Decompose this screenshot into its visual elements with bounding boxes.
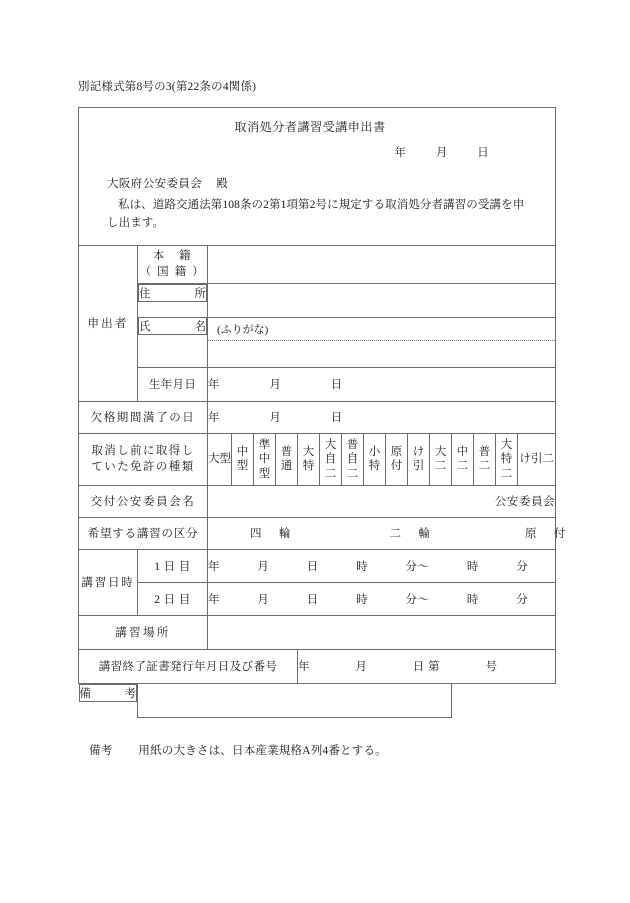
honseki-label-line2: （ 国 籍 ） bbox=[139, 266, 206, 279]
birthdate-day-label: 日 bbox=[330, 379, 343, 392]
course-category-label: 希望する講習の区分 bbox=[79, 517, 208, 549]
course-day2-label: 2 日 目 bbox=[138, 582, 208, 615]
course-place-label: 講習場所 bbox=[79, 615, 208, 649]
license-col-13[interactable]: 大特二 bbox=[496, 433, 518, 485]
license-col-5[interactable]: 大自二 bbox=[320, 433, 342, 485]
form-number: 別記様式第8号の3(第22条の4関係) bbox=[78, 81, 257, 93]
course-day1-label: 1 日 目 bbox=[138, 549, 208, 582]
course-option-two-wheel[interactable]: 二 輪 bbox=[389, 528, 433, 541]
cert-day-number: 日 第 bbox=[412, 661, 441, 674]
date-year-label: 年 bbox=[394, 146, 407, 159]
row-honseki bbox=[79, 245, 556, 283]
remarks-label-right: 考 bbox=[124, 687, 136, 700]
birthdate-month-label: 月 bbox=[269, 379, 282, 392]
row-course-datetime-day1 bbox=[79, 549, 556, 582]
day2-day: 日 bbox=[306, 593, 319, 606]
day1-minute-start: 分〜 bbox=[405, 560, 430, 573]
license-col-2[interactable]: 準中型 bbox=[254, 433, 276, 485]
cert-number-suffix: 号 bbox=[485, 661, 498, 674]
course-option-moped[interactable]: 原 付 bbox=[525, 528, 569, 541]
day2-year: 年 bbox=[208, 593, 220, 606]
license-col-3[interactable]: 普通 bbox=[276, 433, 298, 485]
course-place-value[interactable] bbox=[208, 615, 556, 649]
row-remarks bbox=[79, 683, 556, 717]
certificate-value[interactable] bbox=[298, 649, 556, 683]
disq-year-label: 年 bbox=[208, 412, 220, 425]
license-col-12[interactable]: 普二 bbox=[474, 433, 496, 485]
day2-hour-start: 時 bbox=[356, 593, 369, 606]
license-col-1[interactable]: 中型 bbox=[232, 433, 254, 485]
row-disqualification bbox=[79, 401, 556, 433]
date-month-label: 月 bbox=[435, 146, 448, 159]
course-options-row bbox=[208, 525, 569, 541]
course-day1-value[interactable] bbox=[208, 549, 556, 582]
license-col-10[interactable]: 大二 bbox=[430, 433, 452, 485]
license-col-0[interactable]: 大型 bbox=[208, 433, 232, 485]
certificate-label: 講習終了証書発行年月日及び番号 bbox=[79, 649, 298, 683]
license-col-9[interactable]: け引 bbox=[408, 433, 430, 485]
footnote-text: 用紙の大きさは、日本産業規格A列4番とする。 bbox=[138, 745, 387, 757]
license-types-label-line2: ていた免許の種類 bbox=[91, 461, 195, 474]
license-col-7[interactable]: 小特 bbox=[364, 433, 386, 485]
license-types-label-line1: 取消し前に取得し bbox=[91, 444, 195, 457]
honseki-value[interactable] bbox=[208, 245, 556, 283]
birthdate-label: 生年月日 bbox=[138, 367, 208, 401]
license-col-8[interactable]: 原付 bbox=[386, 433, 408, 485]
row-issuing-committee bbox=[79, 485, 556, 517]
disq-day-label: 日 bbox=[330, 412, 343, 425]
row-name bbox=[79, 317, 556, 367]
header-content bbox=[79, 108, 555, 245]
day2-month: 月 bbox=[257, 593, 270, 606]
remarks-label-left: 備 bbox=[79, 687, 91, 700]
address-value[interactable] bbox=[208, 283, 556, 317]
day2-minute-end: 分 bbox=[516, 593, 529, 606]
remarks-value[interactable] bbox=[138, 683, 452, 717]
course-day2-value[interactable] bbox=[208, 582, 556, 615]
cert-month: 月 bbox=[355, 661, 368, 674]
date-day-label: 日 bbox=[477, 146, 490, 159]
day1-month: 月 bbox=[257, 560, 270, 573]
document-title: 取消処分者講習受講申出書 bbox=[234, 120, 386, 134]
application-form-table bbox=[78, 107, 569, 718]
license-types-label bbox=[79, 433, 208, 485]
course-category-options bbox=[208, 517, 569, 549]
day2-minute-start: 分〜 bbox=[405, 593, 430, 606]
course-datetime-label: 講習日時 bbox=[79, 549, 138, 615]
row-license-types bbox=[79, 433, 556, 485]
name-input-area[interactable] bbox=[208, 341, 555, 367]
footnote bbox=[89, 742, 387, 758]
document-date-line bbox=[93, 137, 541, 163]
honseki-label bbox=[138, 245, 208, 283]
furigana-label: (ふりがな) bbox=[208, 318, 555, 341]
header-cell bbox=[79, 108, 556, 246]
honseki-label-line1: 本 籍 bbox=[152, 249, 193, 262]
issuing-committee-value[interactable] bbox=[208, 485, 556, 517]
license-col-11[interactable]: 中二 bbox=[452, 433, 474, 485]
day2-hour-end: 時 bbox=[466, 593, 479, 606]
footnote-label: 備考 bbox=[89, 745, 113, 757]
body-statement: 私は、道路交通法第108条の2第1項第2号に規定する取消処分者講習の受講を申し出ます。 bbox=[107, 199, 525, 230]
row-course-datetime-day2 bbox=[79, 582, 556, 615]
addressee-line bbox=[93, 162, 541, 194]
disqualification-label: 欠格期間満了の日 bbox=[79, 401, 208, 433]
row-address bbox=[79, 283, 556, 317]
addressee-honorific: 殿 bbox=[216, 178, 229, 191]
remarks-label bbox=[79, 684, 138, 702]
day1-hour-start: 時 bbox=[356, 560, 369, 573]
disqualification-value[interactable] bbox=[208, 401, 556, 433]
issuing-committee-suffix: 公安委員会 bbox=[494, 496, 556, 509]
license-col-14[interactable]: け引二 bbox=[518, 433, 556, 485]
name-label: 氏 名 bbox=[138, 317, 207, 335]
day1-year: 年 bbox=[208, 560, 220, 573]
row-birthdate bbox=[79, 367, 556, 401]
row-course-category bbox=[79, 517, 556, 549]
day1-hour-end: 時 bbox=[466, 560, 479, 573]
row-certificate bbox=[79, 649, 556, 683]
applicant-group-label: 申出者 bbox=[79, 245, 138, 401]
addressee-name: 大阪府公安委員会 bbox=[107, 178, 203, 191]
license-col-4[interactable]: 大特 bbox=[298, 433, 320, 485]
disq-month-label: 月 bbox=[269, 412, 282, 425]
cert-year: 年 bbox=[298, 661, 310, 674]
row-course-place bbox=[79, 615, 556, 649]
course-option-four-wheel[interactable]: 四 輪 bbox=[250, 528, 294, 541]
birthdate-year-label: 年 bbox=[208, 379, 220, 392]
header-row bbox=[79, 108, 556, 246]
birthdate-value[interactable] bbox=[208, 367, 556, 401]
address-label: 住 所 bbox=[138, 284, 207, 302]
issuing-committee-label: 交付公安委員会名 bbox=[79, 485, 208, 517]
day1-day: 日 bbox=[306, 560, 319, 573]
name-value-cell bbox=[208, 317, 556, 367]
day1-minute-end: 分 bbox=[516, 560, 529, 573]
license-col-6[interactable]: 普自二 bbox=[342, 433, 364, 485]
